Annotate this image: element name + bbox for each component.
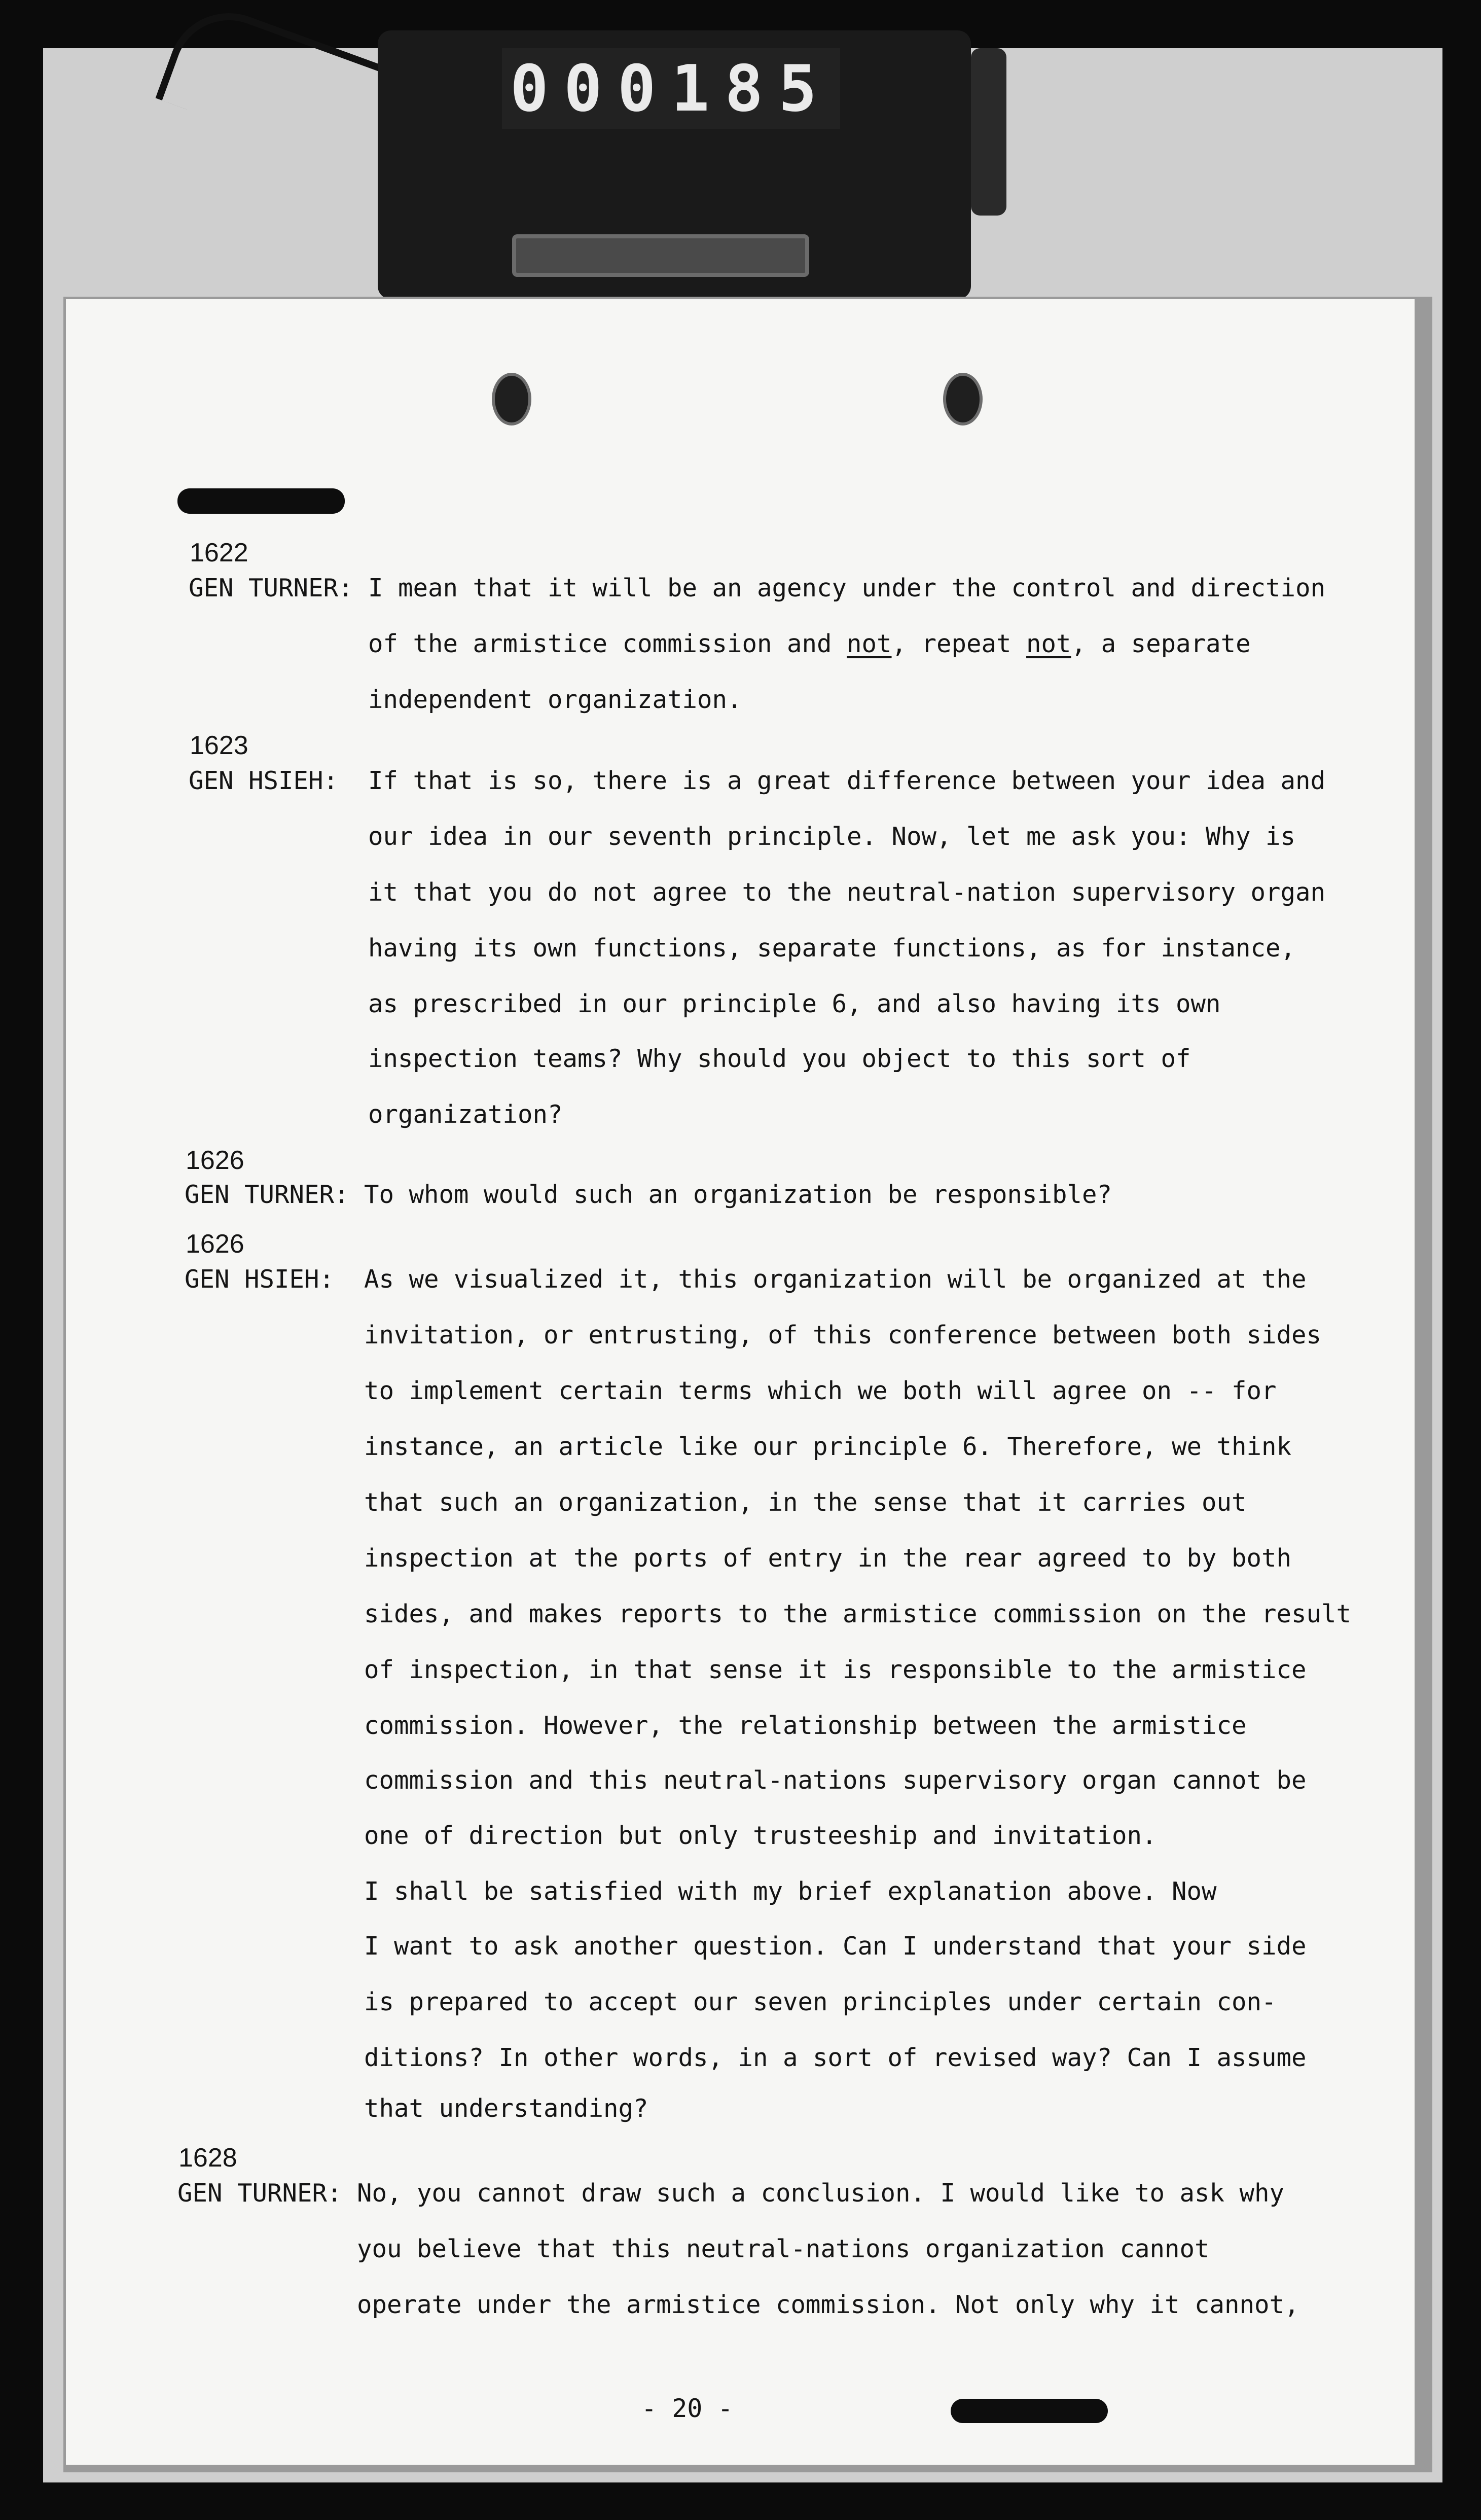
transcript-line: inspection teams? Why should you object to this sort of <box>368 1044 1191 1073</box>
paragraph-number: 1626 <box>186 1146 244 1175</box>
transcript-line: If that is so, there is a great difference between your idea and <box>368 766 1326 795</box>
punch-hole-left <box>492 373 531 425</box>
speaker-label: GEN TURNER: <box>189 574 353 602</box>
transcript-line: instance, an article like our principle 6. Therefore, we think <box>364 1432 1292 1461</box>
transcript-line: organization? <box>368 1100 563 1129</box>
paragraph-number: 1623 <box>190 731 248 760</box>
transcript-line: I want to ask another question. Can I understand that your side <box>364 1932 1307 1961</box>
transcript-line: you believe that this neutral-nations organization cannot <box>357 2234 1210 2263</box>
speaker-label: GEN HSIEH: <box>185 1265 335 1294</box>
transcript-line: commission and this neutral-nations supervisory organ cannot be <box>364 1766 1307 1795</box>
redaction-mark-top <box>177 488 345 514</box>
transcript-line: it that you do not agree to the neutral-nation supervisory organ <box>368 878 1326 907</box>
paragraph-number: 1628 <box>178 2143 237 2173</box>
transcript-line: independent organization. <box>368 685 742 714</box>
counter-knob <box>971 48 1006 216</box>
speaker-label: GEN HSIEH: <box>189 766 339 795</box>
transcript-line: As we visualized it, this organization will be organized at the <box>364 1265 1307 1294</box>
counter-label-slot <box>512 234 809 277</box>
transcript-line: that understanding? <box>364 2094 648 2123</box>
paragraph-number: 1622 <box>190 538 248 567</box>
transcript-line: No, you cannot draw such a conclusion. I would like to ask why <box>357 2179 1285 2208</box>
transcript-line: is prepared to accept our seven principles under certain con- <box>364 1987 1277 2016</box>
transcript-line: to implement certain terms which we both will agree on -- for <box>364 1376 1277 1405</box>
transcript-line: inspection at the ports of entry in the rear agreed to by both <box>364 1544 1292 1573</box>
speaker-label: GEN TURNER: <box>185 1180 349 1209</box>
underlined-emphasis: not <box>847 629 892 658</box>
transcript-line: I shall be satisfied with my brief explanation above. Now <box>364 1877 1217 1906</box>
transcript-line: To whom would such an organization be responsible? <box>364 1180 1112 1209</box>
transcript-line: that such an organization, in the sense that it carries out <box>364 1488 1247 1517</box>
paragraph-number: 1626 <box>186 1229 244 1259</box>
frame-counter-number: 000185 <box>502 48 840 129</box>
transcript-line: as prescribed in our principle 6, and also having its own <box>368 989 1221 1018</box>
redaction-mark-bottom <box>951 2399 1108 2423</box>
transcript-line: invitation, or entrusting, of this conference between both sides <box>364 1321 1322 1350</box>
transcript-line: our idea in our seventh principle. Now, let me ask you: Why is <box>368 822 1296 851</box>
transcript-line: ditions? In other words, in a sort of revised way? Can I assume <box>364 2043 1307 2072</box>
transcript-line: of inspection, in that sense it is responsible to the armistice <box>364 1655 1307 1684</box>
punch-hole-right <box>943 373 983 425</box>
speaker-label: GEN TURNER: <box>177 2179 342 2208</box>
transcript-line: of the armistice commission and not, repeat not, a separate <box>368 629 1251 658</box>
transcript-line: I mean that it will be an agency under the control and direction <box>368 574 1326 602</box>
underlined-emphasis: not <box>1026 629 1071 658</box>
transcript-line: commission. However, the relationship between the armistice <box>364 1711 1247 1740</box>
transcript-line: sides, and makes reports to the armistice commission on the result <box>364 1600 1352 1628</box>
transcript-line: having its own functions, separate functions, as for instance, <box>368 934 1296 963</box>
transcript-line: operate under the armistice commission. Not only why it cannot, <box>357 2290 1299 2319</box>
transcript-line: one of direction but only trusteeship and invitation. <box>364 1821 1157 1850</box>
page-number: - 20 - <box>641 2394 733 2423</box>
